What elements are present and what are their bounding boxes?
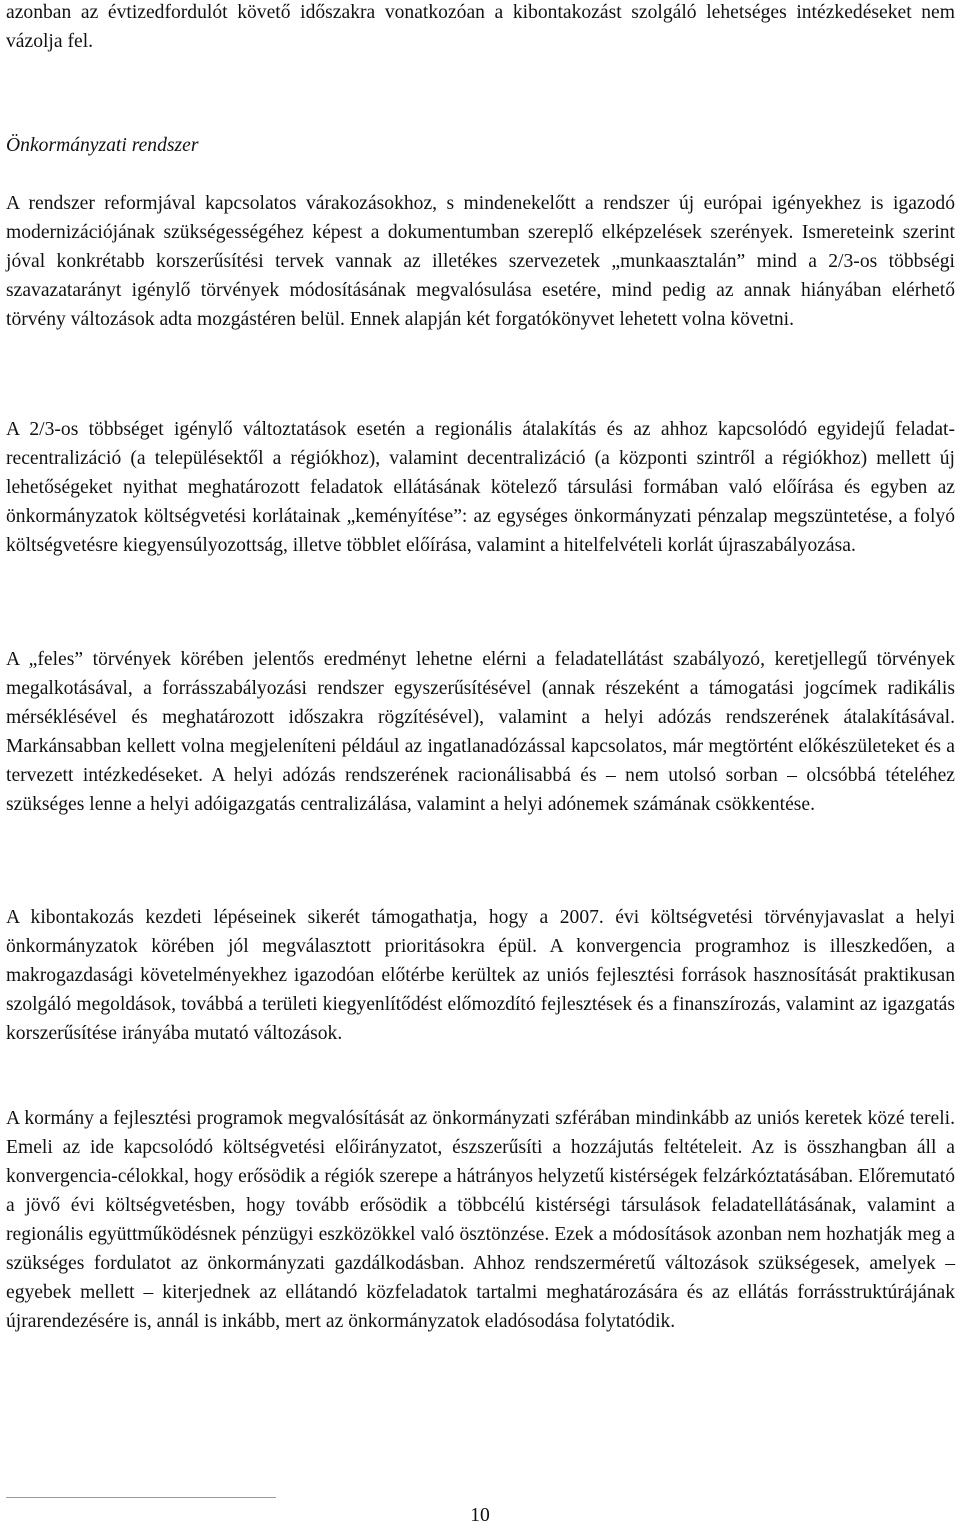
body-paragraph: A kibontakozás kezdeti lépéseinek sikerét támogathatja, hogy a 2007. évi költségvetési törvényjavaslat a helyi önkormányzatok körében jól megválasztott prioritásokra épül. A konvergencia programhoz is illeszkedően, a makrogazdasági követelményekhez igazodóan előtérbe kerültek az uniós fejlesztési források hasznosítását praktikusan szolgáló megoldások, továbbá a területi kiegyenlítődést előmozdító fejlesztések és a finanszírozás, valamint az igazgatás korszerűsítése irányába mutató változások. [6, 907, 955, 1044]
body-paragraph: A kormány a fejlesztési programok megvalósítását az önkormányzati szférában mindinkább az uniós keretek közé tereli. Emeli az ide kapcsolódó költségvetési előirányzatot, észszerűsíti a hozzájutás feltételeit. Az is összhangban áll a konvergencia-célokkal, hogy erősödik a régiók szerepe a hátrányos helyzetű kistérségek felzárkóztatásában. Előremutató a jövő évi költségvetésben, hogy tovább erősödik a többcélú kistérségi társulások feladatellátásának, valamint a regionális együttműködésnek pénzügyi eszközökkel való ösztönzése. Ezek a módosítások azonban nem hozhatják meg a szükséges fordulatot az önkormányzati gazdálkodásban. Ahhoz rendszerméretű változások szükségesek, amelyek – egyebek mellett – kiterjednek az ellátandó közfeladatok tartalmi meghatározására és az ellátás forrásstruktúrájának újrarendezésére is, annál is inkább, mert az önkormányzatok eladósodása folytatódik. [6, 1108, 955, 1332]
section-heading: Önkormányzati rendszer [6, 135, 199, 156]
intro-paragraph: azonban az évtizedfordulót követő időszakra vonatkozóan a kibontakozást szolgáló lehetséges intézkedéseket nem vázolja fel. [6, 2, 955, 52]
footer-divider [6, 1497, 276, 1498]
body-paragraph: A „feles” törvények körében jelentős eredményt lehetne elérni a feladatellátást szabályozó, keretjellegű törvények megalkotásával, a forrásszabályozási rendszer egyszerűsítésével (annak részeként a támogatási jogcímek radikális mérséklésével és meghatározott időszakra rögzítésével), valamint a helyi adózás rendszerének átalakításával. Markánsabban kellett volna megjeleníteni például az ingatlanadózással kapcsolatos, már megtörtént előkészületeket és a tervezett intézkedéseket. A helyi adózás rendszerének racionálisabbá és – nem utolsó sorban – olcsóbbá tételéhez szükséges lenne a helyi adóigazgatás centralizálása, valamint a helyi adónemek számának csökkentése. [6, 649, 955, 815]
body-paragraph: A 2/3-os többséget igénylő változtatások esetén a regionális átalakítás és az ahhoz kapcsolódó egyidejű feladat-recentralizáció (a településektől a régiókhoz), valamint decentralizáció (a központi szintről a régiókhoz) mellett új lehetőségeket nyithat meghatározott feladatok ellátásának kötelező társulási formában való előírása és egyben az önkormányzatok költségvetési korlátainak „keményítése”: az egységes önkormányzati pénzalap megszüntetése, a folyó költségvetésre kiegyensúlyozottság, illetve többlet előírása, valamint a hitelfelvételi korlát újraszabályozása. [6, 419, 955, 556]
page-number: 10 [470, 1505, 490, 1526]
body-paragraph: A rendszer reformjával kapcsolatos várakozásokhoz, s mindenekelőtt a rendszer új európai igényekhez is igazodó modernizációjának szükségességéhez képest a dokumentumban szereplő elképzelések szerények. Ismereteink szerint jóval konkrétabb korszerűsítési tervek vannak az illetékes szervezetek „munkaasztalán” mind a 2/3-os többségi szavazatarányt igénylő törvények módosításának megvalósulása esetére, mind pedig az annak hiányában elérhető törvény változások adta mozgástéren belül. Ennek alapján két forgatókönyvet lehetett volna követni. [6, 193, 955, 330]
